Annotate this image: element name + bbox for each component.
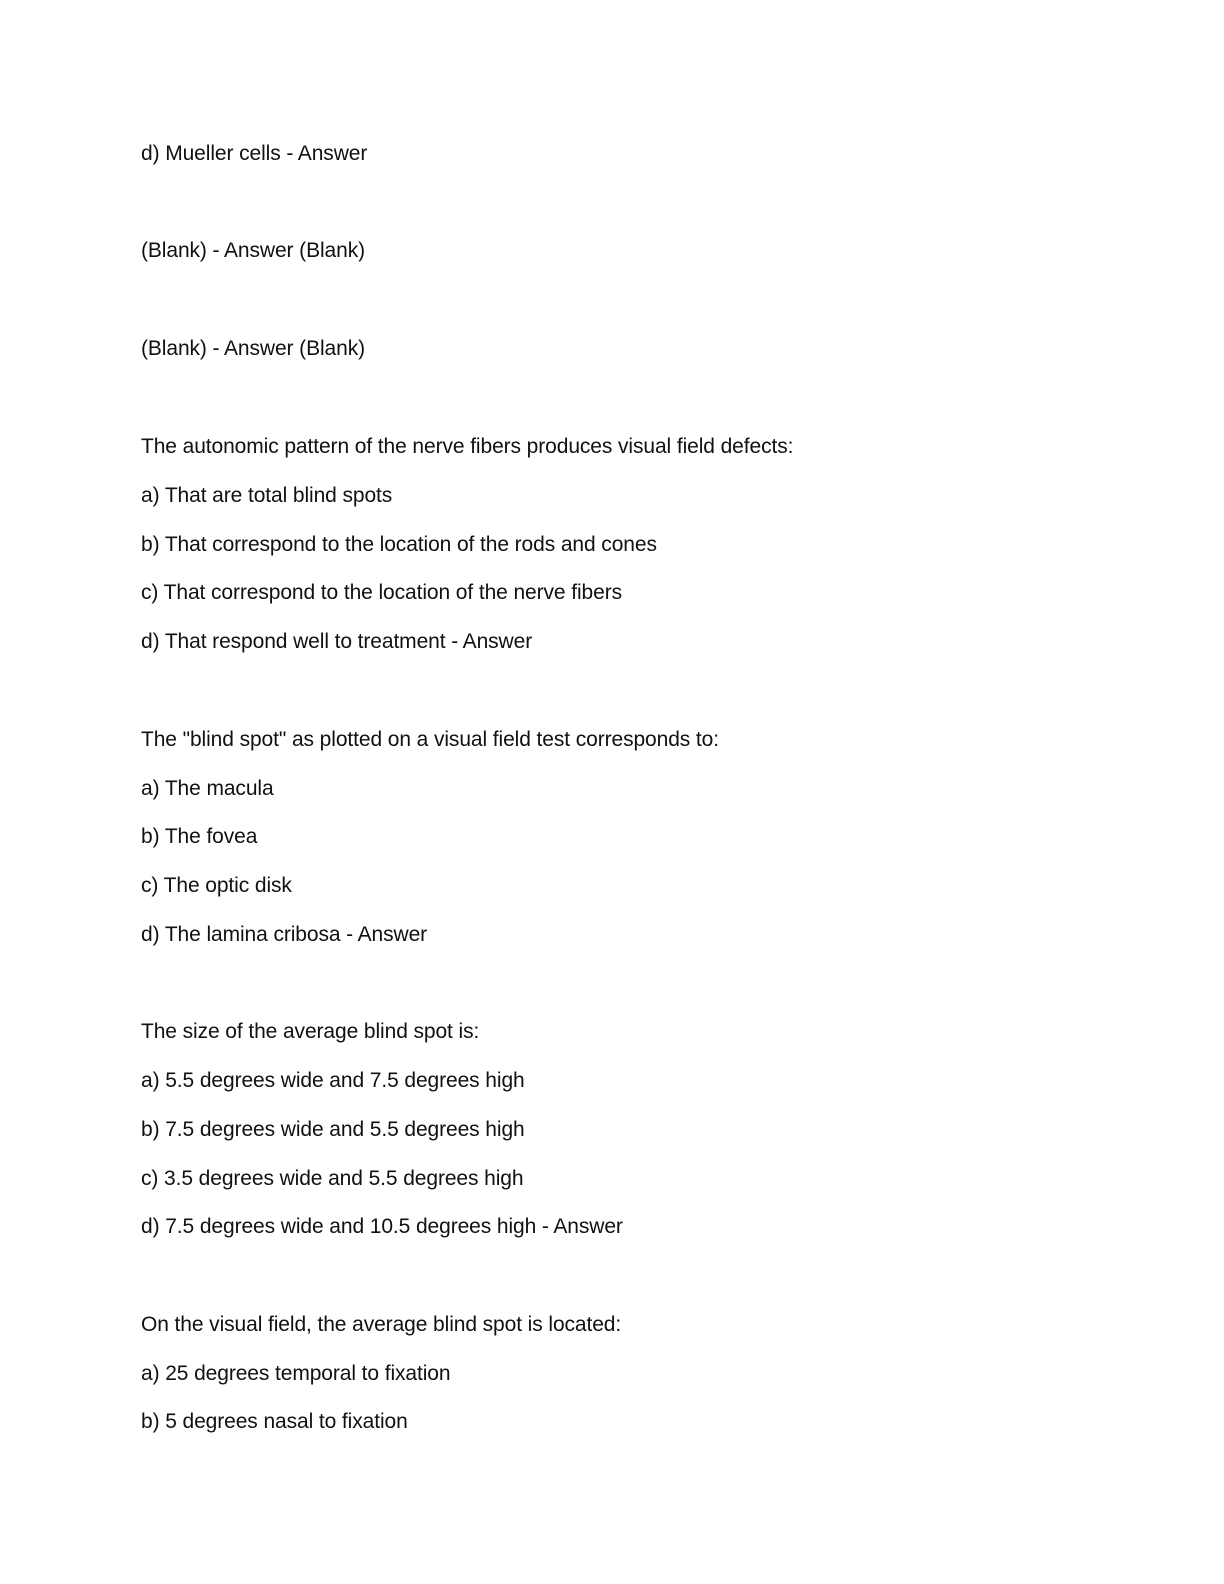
answer-option: b) 7.5 degrees wide and 5.5 degrees high: [141, 1118, 525, 1141]
answer-option: a) 5.5 degrees wide and 7.5 degrees high: [141, 1069, 525, 1092]
question-text: On the visual field, the average blind spot is located:: [141, 1313, 622, 1336]
answer-option: d) 7.5 degrees wide and 10.5 degrees high - Answer: [141, 1215, 623, 1238]
answer-option: a) 25 degrees temporal to fixation: [141, 1362, 451, 1385]
answer-option: d) That respond well to treatment - Answer: [141, 630, 533, 653]
answer-option: b) 5 degrees nasal to fixation: [141, 1410, 408, 1433]
answer-option: c) That correspond to the location of the nerve fibers: [141, 581, 622, 604]
blank-line: (Blank) - Answer (Blank): [141, 337, 365, 360]
question-text: The "blind spot" as plotted on a visual field test corresponds to:: [141, 728, 719, 751]
answer-option: c) 3.5 degrees wide and 5.5 degrees high: [141, 1167, 524, 1190]
answer-option: a) The macula: [141, 777, 274, 800]
answer-option: d) Mueller cells - Answer: [141, 142, 368, 165]
answer-option: b) The fovea: [141, 825, 258, 848]
question-text: The size of the average blind spot is:: [141, 1020, 480, 1043]
answer-option: a) That are total blind spots: [141, 484, 393, 507]
blank-line: (Blank) - Answer (Blank): [141, 239, 365, 262]
answer-option: b) That correspond to the location of the rods and cones: [141, 533, 657, 556]
answer-option: d) The lamina cribosa - Answer: [141, 923, 428, 946]
question-text: The autonomic pattern of the nerve fibers produces visual field defects:: [141, 435, 794, 458]
answer-option: c) The optic disk: [141, 874, 292, 897]
